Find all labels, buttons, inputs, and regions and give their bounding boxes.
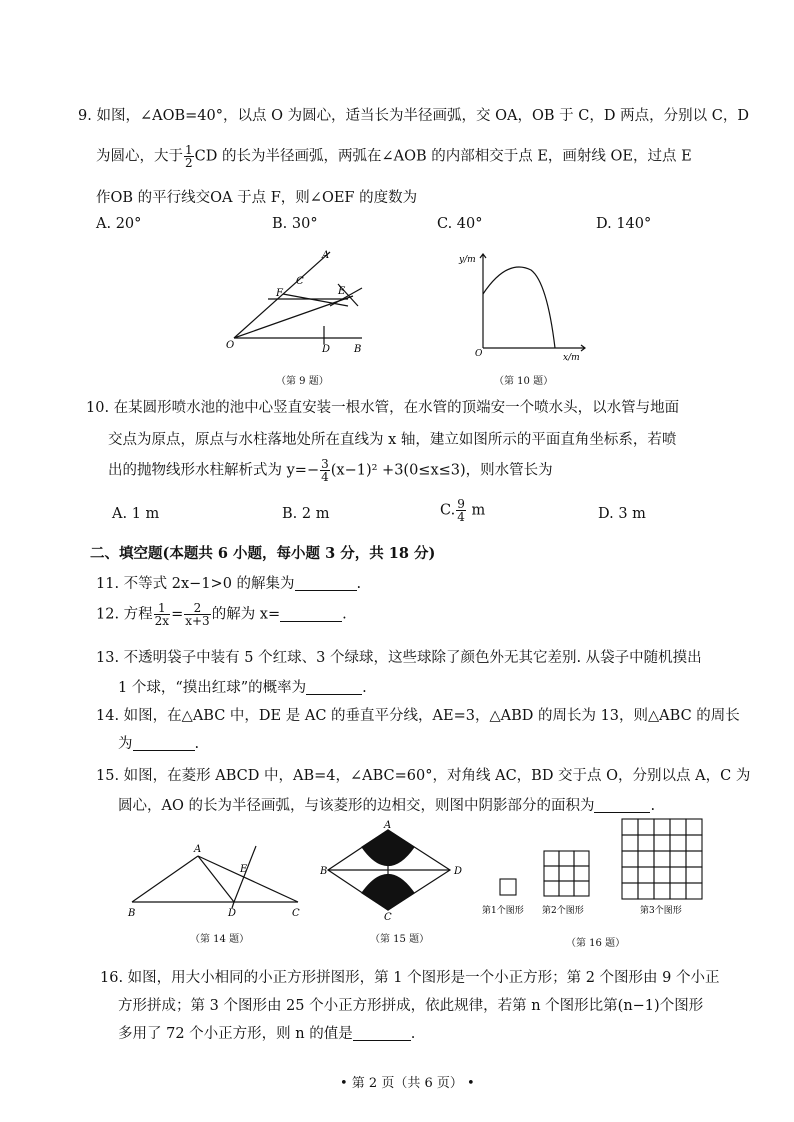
q15-label-b: B xyxy=(320,866,328,877)
q9-option-d: D. 140° xyxy=(596,216,652,232)
q10-line-1: 10. 在某圆形喷水池的池中心竖直安装一根水管，在水管的顶端安一个喷水头，以水管与地面 xyxy=(86,400,680,416)
q15-period: . xyxy=(650,798,656,814)
q16-grid-square xyxy=(559,866,574,881)
q16-grid-square xyxy=(544,851,559,866)
q14-answer-blank[interactable] xyxy=(133,736,195,751)
q12-equals: = xyxy=(171,606,184,623)
q16-grid-square xyxy=(544,866,559,881)
q16-grid-square xyxy=(654,883,670,899)
q9-caption: （第 9 题） xyxy=(276,376,329,387)
section-title: 二、填空题(本题共 6 小题，每小题 3 分，共 18 分) xyxy=(90,545,436,562)
q16-line-3-text: 多用了 72 个小正方形，则 n 的值是 xyxy=(118,1026,353,1042)
q12-f2-num: 2 xyxy=(184,602,210,615)
q10-origin: O xyxy=(475,349,483,359)
q10-figure xyxy=(455,248,595,364)
q16-grid-square xyxy=(654,851,670,867)
q9-line-2a: 为圆心，大于 xyxy=(96,148,183,165)
q10-caption: （第 10 题） xyxy=(494,376,554,387)
q16-label-1: 第1个图形 xyxy=(482,906,524,916)
q13-line-2-text: 1 个球，“摸出红球”的概率为 xyxy=(118,680,307,696)
q15-line-2-text: 圆心，AO 的长为半径画弧，与该菱形的边相交，则图中阴影部分的面积为 xyxy=(118,798,595,814)
q16-grid-square xyxy=(622,851,638,867)
q16-grid-square xyxy=(670,851,686,867)
q16-caption: （第 16 题） xyxy=(566,938,626,949)
q9-line-2 xyxy=(96,144,692,169)
q16-figure xyxy=(478,815,718,925)
q9-label-c: C xyxy=(296,276,304,287)
q9-option-b: B. 30° xyxy=(272,216,318,232)
q16-grid-square xyxy=(654,819,670,835)
q16-grid-square xyxy=(559,881,574,896)
q9-label-d: D xyxy=(322,344,331,355)
q10-option-d: D. 3 m xyxy=(598,506,646,522)
q14-caption: （第 14 题） xyxy=(190,934,250,945)
q16-grid-square xyxy=(500,879,516,895)
q16-line-1: 16. 如图，用大小相同的小正方形拼图形，第 1 个图形是一个小正方形；第 2 个图形由 9 个小正 xyxy=(100,970,720,986)
q16-period: . xyxy=(410,1026,416,1042)
q14-line-2 xyxy=(118,732,199,753)
q10-y-label: y/m xyxy=(459,255,476,265)
q16-grid-square xyxy=(686,851,702,867)
q16-grid-square xyxy=(670,835,686,851)
q16-grid-square xyxy=(670,883,686,899)
q10-optc-num: 9 xyxy=(457,497,465,511)
q13-line-1: 13. 不透明袋子中装有 5 个红球、3 个绿球，这些球除了颜色外无其它差别. 从袋子中随机摸出 xyxy=(96,650,702,666)
q9-option-a: A. 20° xyxy=(96,216,142,232)
q9-line-3: 作OB 的平行线交OA 于点 F，则∠OEF 的度数为 xyxy=(96,190,418,206)
q9-line-1: 9. 如图，∠AOB=40°，以点 O 为圆心，适当长为半径画弧，交 OA，OB 于 C，D 两点，分别以 C，D xyxy=(78,108,749,124)
q9-label-o: O xyxy=(226,340,235,351)
q10-line-2: 交点为原点，原点与水柱落地处所在直线为 x 轴，建立如图所示的平面直角坐标系，若喷 xyxy=(108,432,677,448)
q9-figure xyxy=(220,244,380,364)
q16-grid-square xyxy=(670,867,686,883)
q15-label-d: D xyxy=(454,866,463,877)
q10-line-3a: 出的抛物线形水柱解析式为 y=− xyxy=(108,462,320,479)
q16-line-3 xyxy=(118,1022,415,1043)
q14-label-c: C xyxy=(292,908,300,919)
q15-line-1: 15. 如图，在菱形 ABCD 中，AB=4，∠ABC=60°，对角线 AC，BD 交于点 O，分别以点 A，C 为 xyxy=(96,768,751,784)
q11-answer-blank[interactable] xyxy=(295,576,357,591)
q16-grid-square xyxy=(544,881,559,896)
q16-grid-square xyxy=(686,867,702,883)
q15-label-c: C xyxy=(384,912,392,920)
q14-line-2-text: 为 xyxy=(118,736,133,752)
q10-option-b: B. 2 m xyxy=(282,506,330,522)
q9-label-a: A xyxy=(322,250,330,261)
q15-figure xyxy=(320,820,470,920)
q16-grid-square xyxy=(574,851,589,866)
q14-period: . xyxy=(194,736,200,752)
q13-period: . xyxy=(362,680,367,696)
q11 xyxy=(96,572,361,593)
page-footer: • 第 2 页（共 6 页） • xyxy=(340,1076,475,1091)
q9-frac-den: 2 xyxy=(185,156,193,170)
q16-grid-square xyxy=(638,851,654,867)
q16-grid-square xyxy=(559,851,574,866)
q12-f2-den: x+3 xyxy=(185,614,210,628)
q10-fraction xyxy=(320,458,330,483)
q14-line-1: 14. 如图，在△ABC 中，DE 是 AC 的垂直平分线，AE=3，△ABD 的周长为 13，则△ABC 的周长 xyxy=(96,708,740,724)
q12 xyxy=(96,602,347,627)
q12-frac-1 xyxy=(154,602,170,627)
q16-grid-square xyxy=(654,867,670,883)
q12-f1-num: 1 xyxy=(154,602,170,615)
q14-figure xyxy=(122,838,312,938)
q16-grid-square xyxy=(622,819,638,835)
q16-grid-square xyxy=(638,835,654,851)
q16-grid-square xyxy=(686,835,702,851)
q14-label-b: B xyxy=(128,908,136,919)
q15-caption: （第 15 题） xyxy=(370,934,430,945)
q15-label-a: A xyxy=(384,820,392,831)
q12-answer-blank[interactable] xyxy=(280,607,342,622)
q9-label-b: B xyxy=(354,344,362,355)
q10-option-a: A. 1 m xyxy=(112,506,160,522)
q14-label-e: E xyxy=(240,864,248,875)
q16-grid-square xyxy=(622,835,638,851)
q12-prefix: 12. 方程 xyxy=(96,606,153,623)
q10-option-c-label: C. xyxy=(440,502,456,519)
q16-answer-blank[interactable] xyxy=(353,1026,411,1041)
q16-label-3: 第3个图形 xyxy=(640,906,682,916)
q16-label-2: 第2个图形 xyxy=(542,906,584,916)
q12-period: . xyxy=(342,606,347,623)
q10-x-label: x/m xyxy=(563,353,580,363)
q11-period: . xyxy=(356,576,362,592)
q16-grid-square xyxy=(670,819,686,835)
q10-line-3b: (x−1)² +3(0≤x≤3)，则水管长为 xyxy=(330,462,553,479)
q10-option-c xyxy=(440,498,485,523)
q9-label-e: E xyxy=(338,286,346,297)
q9-option-c: C. 40° xyxy=(437,216,483,232)
q12-suffix: 的解为 x= xyxy=(211,606,281,623)
q16-grid-square xyxy=(574,881,589,896)
q16-grid-square xyxy=(686,819,702,835)
q14-label-a: A xyxy=(194,844,202,855)
q16-grid-square xyxy=(638,867,654,883)
q10-option-c-unit: m xyxy=(471,502,486,519)
q13-line-2 xyxy=(118,676,367,697)
q16-grid-square xyxy=(622,867,638,883)
q10-frac-num: 3 xyxy=(321,457,329,471)
q16-grid-square xyxy=(686,883,702,899)
q10-option-c-fraction xyxy=(456,498,466,523)
q9-label-f: F xyxy=(276,288,283,299)
q16-line-2: 方形拼成；第 3 个图形由 25 个小正方形拼成，依此规律，若第 n 个图形比第(n−1)个图形 xyxy=(118,998,704,1014)
q12-frac-2 xyxy=(184,602,210,627)
q10-line-3 xyxy=(108,458,553,483)
q16-grid-square xyxy=(622,883,638,899)
q16-grid-square xyxy=(654,835,670,851)
q16-grid-square xyxy=(638,819,654,835)
q13-answer-blank[interactable] xyxy=(306,680,362,695)
q11-text: 11. 不等式 2x−1>0 的解集为 xyxy=(96,576,295,592)
q12-f1-den: 2x xyxy=(154,614,170,628)
q15-line-2 xyxy=(118,794,655,815)
q16-grid-square xyxy=(574,866,589,881)
q10-optc-den: 4 xyxy=(457,510,465,524)
q15-answer-blank[interactable] xyxy=(594,798,650,813)
q9-frac-num: 1 xyxy=(185,143,193,157)
q14-label-d: D xyxy=(228,908,237,919)
q10-frac-den: 4 xyxy=(321,470,329,484)
q16-grid-square xyxy=(638,883,654,899)
q9-fraction xyxy=(184,144,194,169)
q9-line-2b: CD 的长为半径画弧，两弧在∠AOB 的内部相交于点 E，画射线 OE，过点 E xyxy=(194,148,692,165)
